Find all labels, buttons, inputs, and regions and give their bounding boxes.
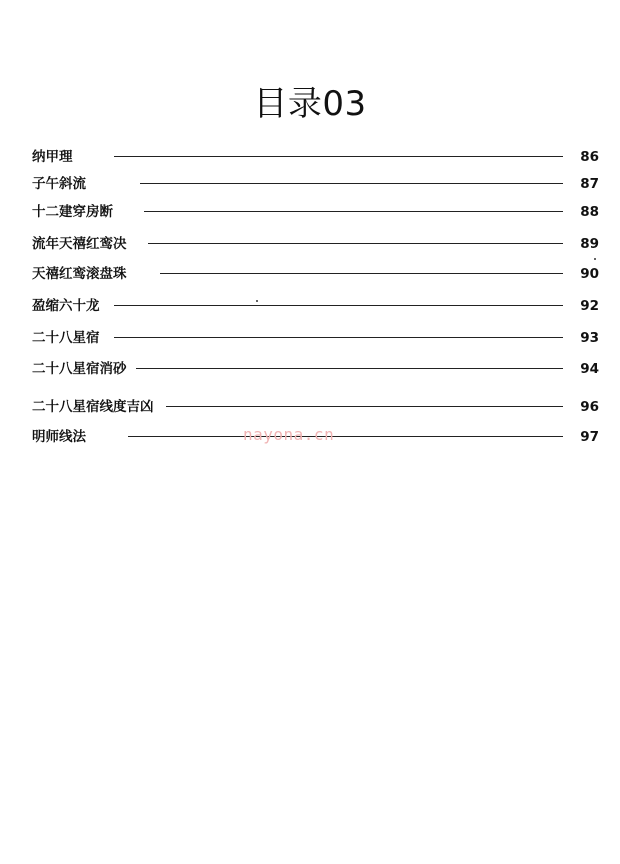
toc-entry-title: 二十八星宿 — [32, 330, 100, 346]
toc-entry-title: 纳甲理 — [32, 149, 73, 165]
watermark-text: nayona.cn — [243, 425, 335, 444]
toc-entry-title: 天禧红鸾滚盘珠 — [32, 266, 127, 282]
toc-leader-line — [140, 183, 563, 184]
toc-entry-9[interactable] — [0, 397, 620, 419]
toc-entry-page: 94 — [580, 361, 599, 377]
toc-entry-title: 明师线法 — [32, 429, 86, 445]
page-title: 目录03 — [253, 84, 367, 124]
toc-entry-7[interactable] — [0, 328, 620, 350]
toc-entry-3[interactable] — [0, 202, 620, 224]
toc-entry-1[interactable] — [0, 147, 620, 169]
toc-entry-title: 二十八星宿消砂 — [32, 361, 127, 377]
toc-entry-page: 92 — [580, 298, 599, 314]
toc-leader-line — [136, 368, 563, 369]
toc-leader-line — [114, 305, 563, 306]
toc-entry-title: 子午斜流 — [32, 176, 86, 192]
toc-leader-line — [114, 337, 563, 338]
toc-entry-4[interactable] — [0, 234, 620, 256]
toc-entry-title: 流年天禧红鸾决 — [32, 236, 127, 252]
toc-entry-title: 二十八星宿线度吉凶 — [32, 399, 154, 415]
scan-speck — [594, 258, 596, 260]
toc-leader-line — [128, 436, 563, 437]
toc-entry-page: 96 — [580, 399, 599, 415]
toc-leader-line — [144, 211, 563, 212]
toc-entry-page: 97 — [580, 429, 599, 445]
toc-entry-title: 十二建穿房断 — [32, 204, 113, 220]
toc-leader-line — [160, 273, 563, 274]
toc-entry-2[interactable] — [0, 174, 620, 196]
toc-leader-line — [114, 156, 563, 157]
toc-entry-page: 88 — [580, 204, 599, 220]
toc-leader-line — [148, 243, 563, 244]
toc-entry-page: 89 — [580, 236, 599, 252]
toc-entry-page: 90 — [580, 266, 599, 282]
toc-entry-5[interactable] — [0, 264, 620, 286]
toc-entry-page: 93 — [580, 330, 599, 346]
scan-speck — [256, 300, 258, 302]
toc-entry-page: 86 — [580, 149, 599, 165]
toc-entry-page: 87 — [580, 176, 599, 192]
toc-entry-6[interactable] — [0, 296, 620, 318]
toc-entry-title: 盈缩六十龙 — [32, 298, 100, 314]
toc-entry-8[interactable] — [0, 359, 620, 381]
toc-leader-line — [166, 406, 563, 407]
